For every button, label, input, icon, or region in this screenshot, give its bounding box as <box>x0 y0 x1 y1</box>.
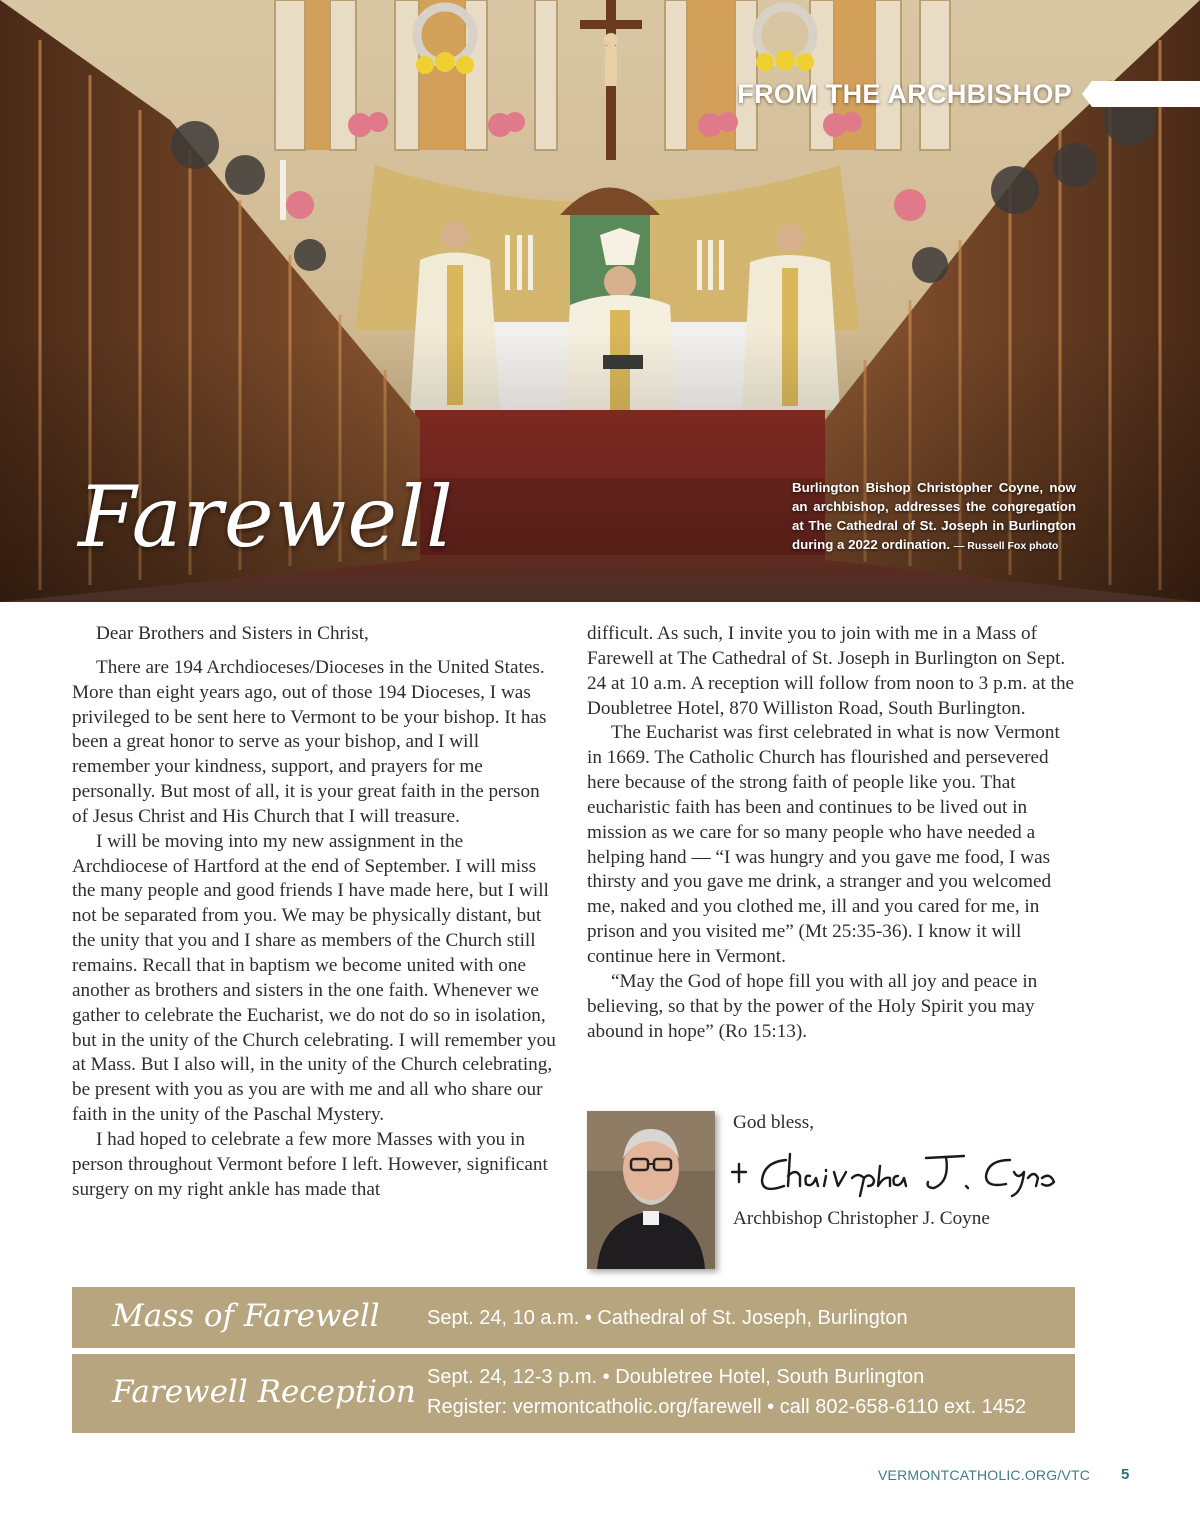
letter-paragraph: I will be moving into my new assignment in the Archdiocese of Hartford at the end of September. I will miss the many people and good friends I have made here, but I will not be separated from you. We may be physically distant, but the unity that you and I share as members of the Church still remains. Recall that in baptism we become united with one another as brothers and sisters in the one faith. Whenever we gather to celebrate the Eucharist, we do not do so in isolation, but in the unity of the Church celebrating. I will remember you at Mass. But I also will, in the unity of the Church celebrating, be present with you as you are with me and all who share our faith in the unity of the Paschal Mystery. <box>72 830 556 1126</box>
signatory-name: Archbishop Christopher J. Coyne <box>733 1208 990 1229</box>
hero-photo <box>0 0 1200 602</box>
event-bar-mass <box>72 1287 1075 1348</box>
letter-column-left <box>72 622 558 1202</box>
section-label <box>737 78 1200 110</box>
event-registration: Register: vermontcatholic.org/farewell • call 802-658-6110 ext. 1452 <box>427 1396 1027 1418</box>
page-number: 5 <box>1121 1466 1130 1483</box>
footer-url: VERMONTCATHOLIC.ORG/VTC <box>878 1467 1091 1483</box>
archbishop-portrait <box>587 1111 715 1269</box>
section-label-text: FROM THE ARCHBISHOP <box>737 78 1072 109</box>
letter-paragraph: I had hoped to celebrate a few more Masses with you in person throughout Vermont before I left. However, significant surgery on my right ankle has made that <box>72 1128 548 1200</box>
handwritten-signature <box>728 1142 1058 1206</box>
caption-text: Burlington Bishop Christopher Coyne, now an archbishop, addresses the congregation at The Cathedral of St. Joseph in Burlington during a 2022 ordination. <box>792 480 1076 552</box>
letter-paragraph-continued: difficult. As such, I invite you to join with me in a Mass of Farewell at The Cathedral of St. Joseph in Burlington on Sept. 24 at 10 a.m. A reception will follow from noon to 3 p.m. at the Doubletree Hotel, 870 Williston Road, South Burlington. <box>587 623 1075 719</box>
portrait-illustration <box>587 1111 715 1269</box>
event-bar-reception <box>72 1354 1075 1433</box>
photo-caption <box>792 478 1076 556</box>
letter-closing: God bless, <box>733 1112 815 1133</box>
section-label-arrow <box>1082 81 1200 107</box>
letter-paragraph: The Eucharist was first celebrated in what is now Vermont in 1669. The Catholic Church has flourished and persevered here because of the strong faith of people like you. That eucharistic faith has been and continues to be lived out in mission as we care for so many people who have needed a helping hand — “I was hungry and you gave me food, I was thirsty and you gave me drink, a stranger and you welcomed me, naked and you clothed me, ill and you cared for me, in prison and you visited me” (Mt 25:35-36). I know it will continue here in Vermont. <box>587 722 1060 967</box>
event-title: Farewell Reception <box>112 1374 416 1410</box>
letter-paragraph: “May the God of hope fill you with all joy and peace in believing, so that by the power of the Holy Spirit you may abound in hope” (Ro 15:13). <box>587 970 1038 1042</box>
event-details: Sept. 24, 10 a.m. • Cathedral of St. Joseph, Burlington <box>427 1307 908 1329</box>
photo-credit: — Russell Fox photo <box>953 540 1059 552</box>
letter-column-right <box>587 622 1075 1044</box>
event-title: Mass of Farewell <box>112 1298 380 1334</box>
letter-paragraph: There are 194 Archdioceses/Dioceses in the United States. More than eight years ago, out of those 194 Dioceses, I was privileged to be sent here to Vermont to be your bishop. It has been a great honor to serve as your bishop, and I will remember your kindness, support, and prayers for me personally. But most of all, it is your great faith in the person of Jesus Christ and His Church that I will treasure. <box>72 656 547 827</box>
signature-illustration <box>728 1142 1058 1202</box>
headline: Farewell <box>78 468 454 566</box>
event-details: Sept. 24, 12-3 p.m. • Doubletree Hotel, South Burlington <box>427 1366 925 1388</box>
letter-salutation: Dear Brothers and Sisters in Christ, <box>96 623 369 644</box>
